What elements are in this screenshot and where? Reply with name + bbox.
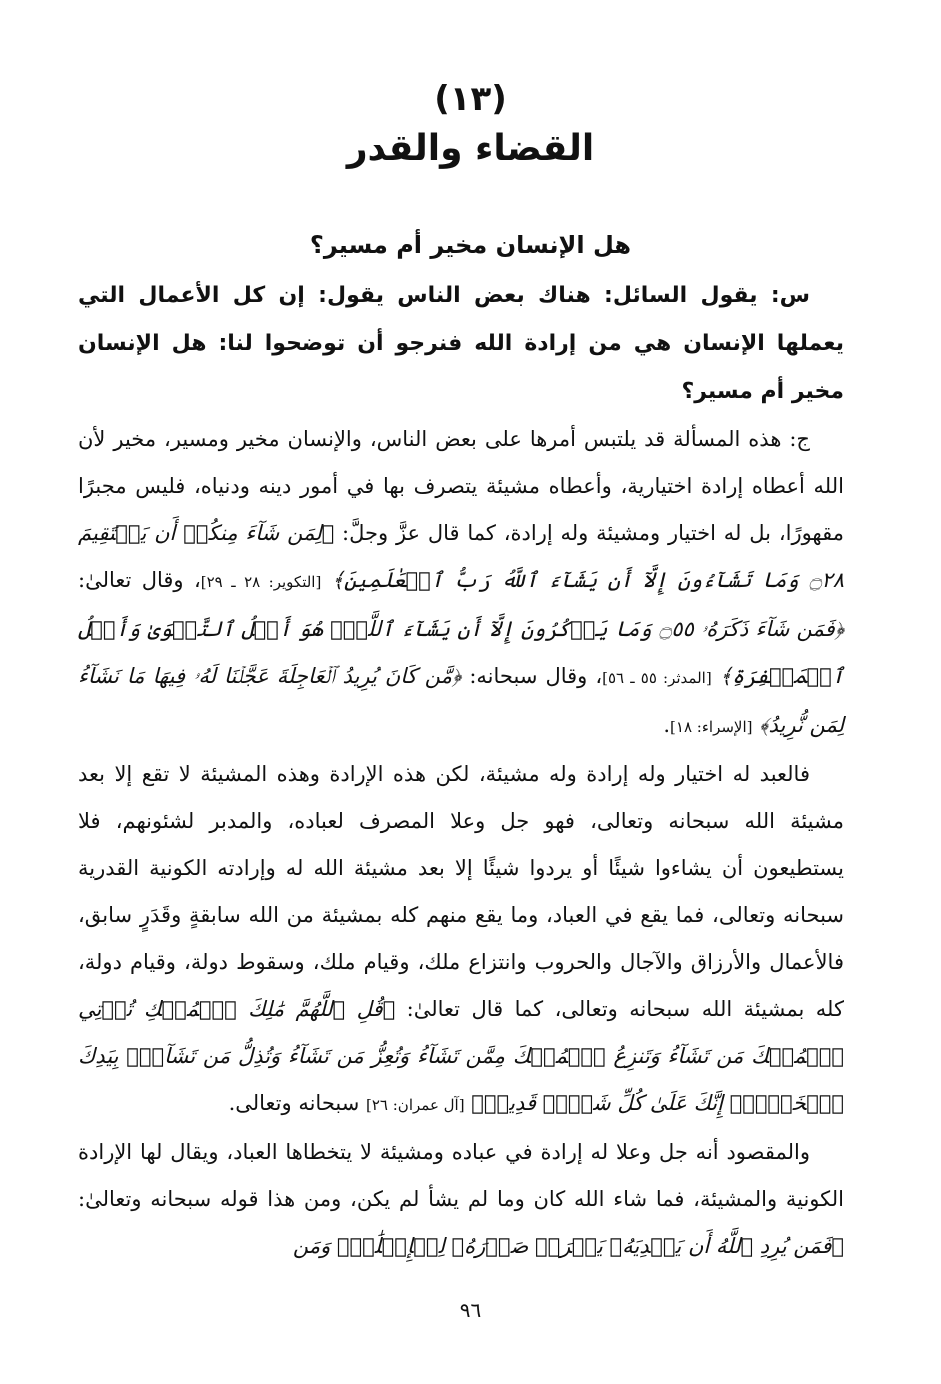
verse-reference: [المدثر: ٥٥ ـ ٥٦] [602, 669, 712, 687]
answer-text: والمقصود أنه جل وعلا له إرادة في عباده ومشيئة لا يتخطاها العباد، ويقال لها الإرادة الكونية والمشيئة، فما شاء الله كان وما لم يشأ لم يكن، ومن هذا قوله سبحانه وتعالىٰ: [78, 1140, 844, 1211]
quran-verse: ﴿مَّن كَانَ يُرِيدُ ٱلۡعَاجِلَةَ عَجَّلۡنَا لَهُۥ فِيهَا مَا نَشَآءُ لِمَن نُّرِيدُ﴾ [78, 664, 844, 737]
verse-reference: [التكوير: ٢٨ ـ ٢٩] [200, 573, 322, 591]
answer-text: . [663, 713, 671, 737]
verse-reference: [آل عمران: ٢٦] [366, 1096, 465, 1114]
answer-text: ، وقال تعالىٰ: [78, 568, 201, 592]
verse-reference: [الإسراء: ١٨] [670, 718, 753, 736]
body-text [78, 272, 844, 1270]
answer-text: سبحانه وتعالى. [228, 1091, 366, 1115]
answer-paragraph-3 [78, 1129, 844, 1270]
question-paragraph: س: يقول السائل: هناك بعض الناس يقول: إن كل الأعمال التي يعملها الإنسان هي من إرادة الله فنرجو أن توضحوا لنا: هل الإنسان مخير أم مسير؟ [78, 283, 844, 404]
quran-verse: ﴿لِمَن شَآءَ مِنكُمۡ أَن يَسۡتَقِيمَ ۝٢٨ وَمَا تَشَآءُونَ إِلَّآ أَن يَشَآءَ ٱللَّهُ رَبُّ ٱلۡعَٰلَمِينَ﴾ [78, 521, 844, 592]
section-heading: هل الإنسان مخير أم مسير؟ [309, 231, 632, 259]
page-number: ٩٦ [459, 1298, 482, 1322]
quran-verse: ﴿قُلِ ٱللَّهُمَّ مَٰلِكَ ٱلۡمُلۡكِ تُؤۡتِي ٱلۡمُلۡكَ مَن تَشَآءُ وَتَنزِعُ ٱلۡمُلۡكَ مِمَّن تَشَآءُ وَتُعِزُّ مَن تَشَآءُ وَتُذِلُّ مَن تَشَآءُۖ بِيَدِكَ ٱلۡخَيۡرُۖ إِنَّكَ عَلَىٰ كُلِّ شَيۡءٖ قَدِيرٞ﴾ [78, 997, 844, 1115]
answer-paragraph-2 [78, 751, 844, 1129]
quran-verse: ﴿فَمَن يُرِدِ ٱللَّهُ أَن يَهۡدِيَهُۥ يَشۡرَحۡ صَدۡرَهُۥ لِلۡإِسۡلَٰمِۖ وَمَن [292, 1234, 844, 1258]
answer-text: ، وقال سبحانه: [469, 664, 603, 688]
answer-text: ج: هذه المسألة قد يلتبس أمرها على بعض الناس، والإنسان مخير ومسير، مخير لأن الله أعطاه إرادة اختيارية، وأعطاه مشيئة يتصرف بها في أمور دينه ودنياه، فليس مجبرًا مقهورًا، بل له اختيار ومشيئة وله إرادة، كما قال عزَّ وجلَّ: [78, 427, 844, 545]
answer-paragraph-1 [78, 416, 844, 751]
answer-text: فالعبد له اختيار وله إرادة وله مشيئة، لكن هذه الإرادة وهذه المشيئة لا تقع إلا بعد مشيئة الله سبحانه وتعالى، فهو جل وعلا المصرف لعباده، والمدبر لشئونهم، فلا يستطيعون أن يشاءوا شيئًا أو يردوا شيئًا إلا بعد مشيئة الله له وإرادته الكونية القدرية سبحانه وتعالى، فما يقع في العباد، وما يقع منهم كله بمشيئة من الله سابقةٍ وقَدَرٍ سابق، فالأعمال والأرزاق والآجال والحروب وانتزاع ملك، وقيام ملك، وسقوط دولة، وقيام دولة، كله بمشيئة الله سبحانه وتعالى، كما قال تعالىٰ: [78, 762, 844, 1021]
quran-verse: ﴿فَمَن شَآءَ ذَكَرَهُۥ ۝٥٥ وَمَا يَذۡكُرُونَ إِلَّآ أَن يَشَآءَ ٱللَّهُۚ هُوَ أَهۡلُ ٱلتَّقۡوَىٰ وَأَهۡلُ ٱلۡمَغۡفِرَةِ﴾ [78, 617, 844, 688]
chapter-title: القضاء والقدر [346, 128, 595, 169]
chapter-number: (١٣) [434, 79, 507, 119]
